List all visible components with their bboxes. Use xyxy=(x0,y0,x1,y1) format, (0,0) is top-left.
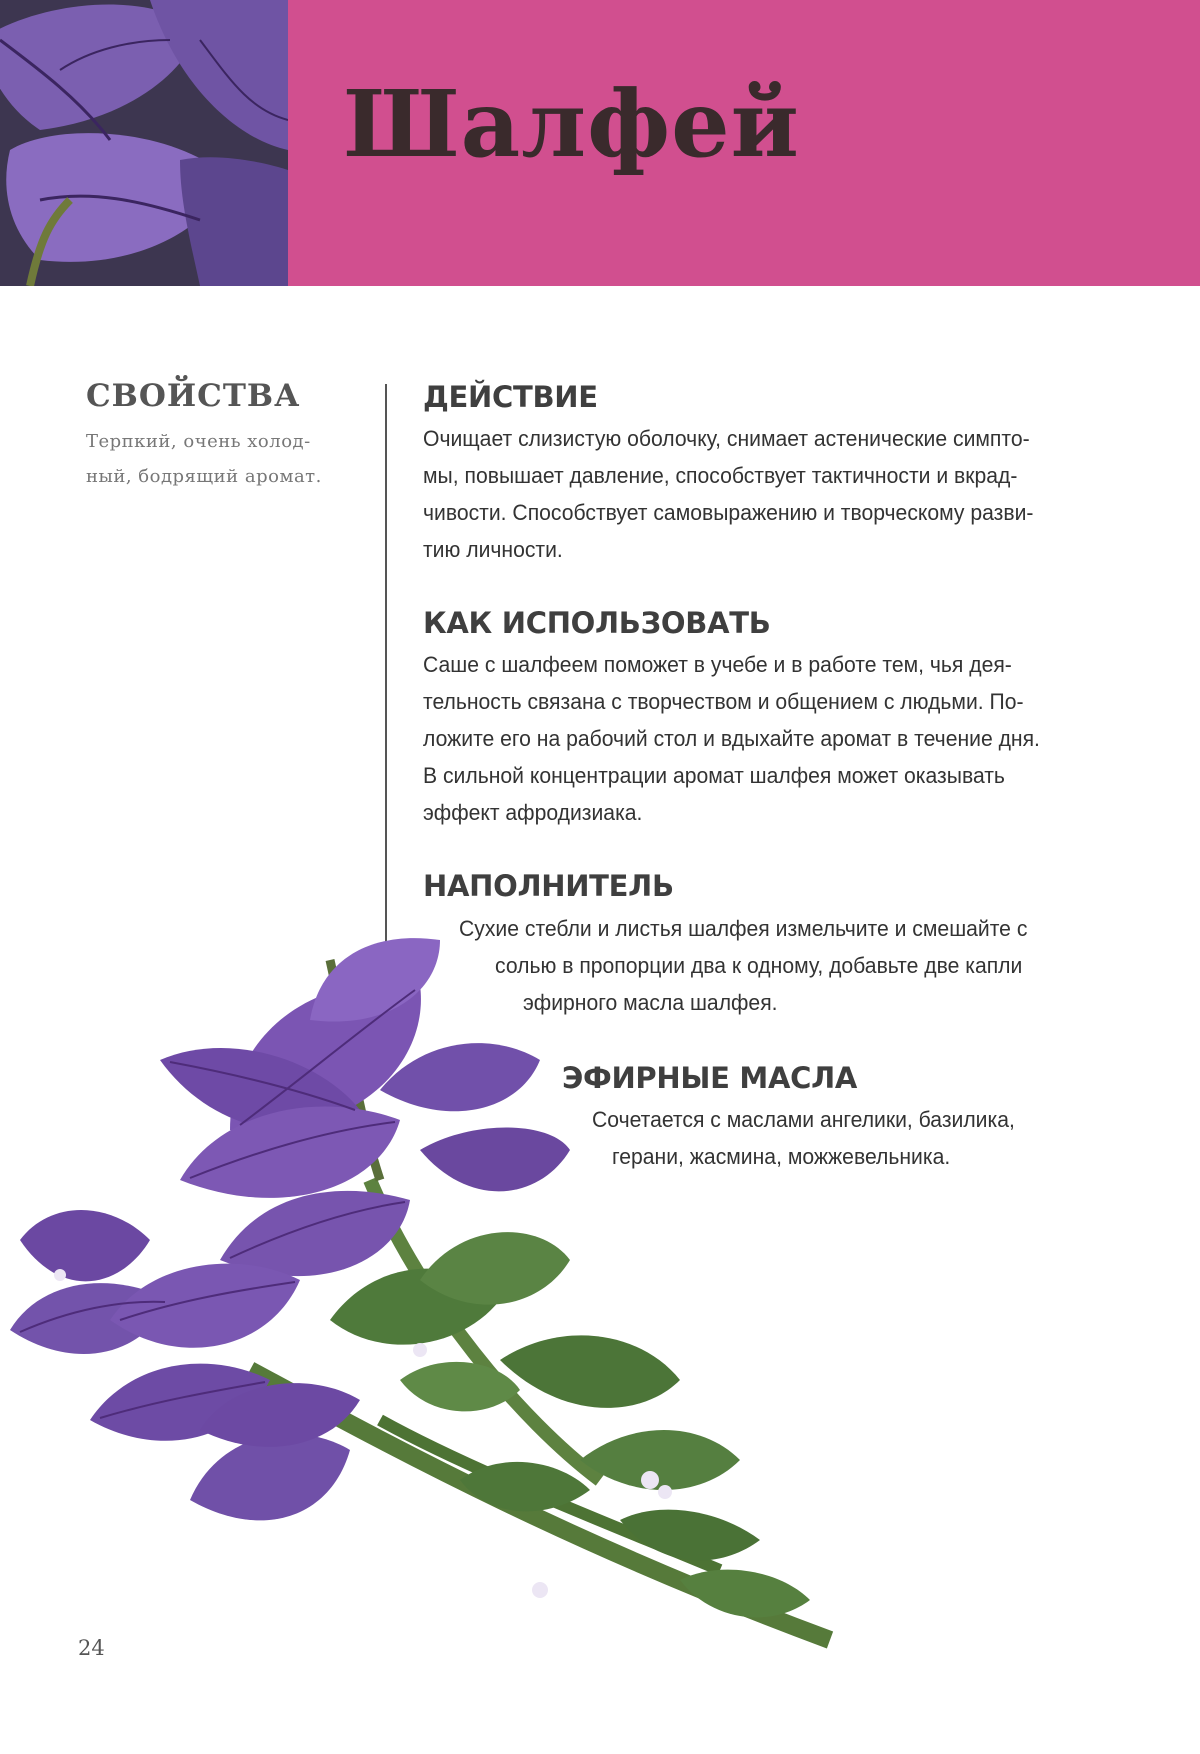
action-line: тию личности. xyxy=(423,537,563,562)
usage-heading: КАК ИСПОЛЬЗОВАТЬ xyxy=(423,606,771,640)
oils-line: герани, жасмина, можжевельника. xyxy=(612,1144,951,1169)
properties-text xyxy=(86,424,356,494)
usage-line: ложите его на рабочий стол и вдыхайте аромат в течение дня. xyxy=(423,726,1040,751)
oils-line: Сочетается с маслами ангелики, базилика, xyxy=(592,1107,1015,1132)
oils-heading: ЭФИРНЫЕ МАСЛА xyxy=(562,1061,858,1095)
properties-heading: СВОЙСТВА xyxy=(86,378,301,414)
action-heading: ДЕЙСТВИЕ xyxy=(423,380,598,414)
properties-line: Терпкий, очень холод- xyxy=(86,431,311,452)
page-number: 24 xyxy=(78,1636,105,1660)
usage-line: тельность связана с творчеством и общением с людьми. По- xyxy=(423,689,1024,714)
filler-line: эфирного масла шалфея. xyxy=(523,990,778,1015)
action-line: Очищает слизистую оболочку, снимает астенические симпто- xyxy=(423,426,1030,451)
filler-line: Сухие стебли и листья шалфея измельчите и смешайте с xyxy=(459,916,1028,941)
usage-line: Саше с шалфеем поможет в учебе и в работе тем, чья дея- xyxy=(423,652,1012,677)
usage-line: эффект афродизиака. xyxy=(423,800,643,825)
filler-line: солью в пропорции два к одному, добавьте две капли xyxy=(495,953,1023,978)
usage-line: В сильной концентрации аромат шалфея может оказывать xyxy=(423,763,1005,788)
action-line: чивости. Способствует самовыражению и творческому разви- xyxy=(423,500,1034,525)
action-line: мы, повышает давление, способствует тактичности и вкрад- xyxy=(423,463,1018,488)
sage-plant-illustration xyxy=(0,920,900,1754)
page-title: Шалфей xyxy=(343,70,800,178)
sage-flower-photo xyxy=(0,0,288,286)
properties-line: ный, бодрящий аромат. xyxy=(86,466,322,487)
filler-heading: НАПОЛНИТЕЛЬ xyxy=(423,869,674,903)
column-divider xyxy=(385,384,387,942)
